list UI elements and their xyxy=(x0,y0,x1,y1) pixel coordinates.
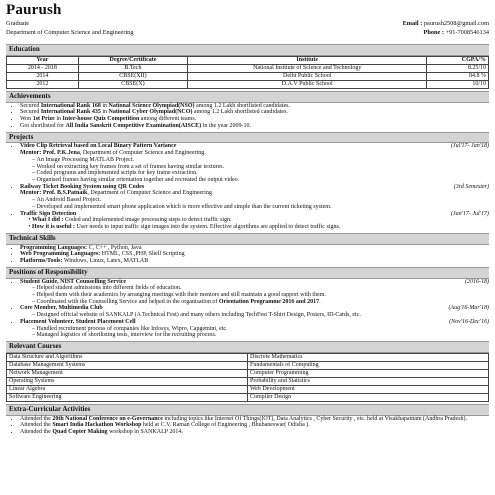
project-item xyxy=(20,143,489,183)
table-row xyxy=(7,72,489,80)
table-cell: Fundamentals of Computing xyxy=(248,361,489,369)
text-bold: International Rank 168 xyxy=(40,102,101,109)
table-cell: Web Development xyxy=(248,385,489,393)
skill-label: Programming Languages: xyxy=(20,244,88,251)
text: Secured xyxy=(20,109,41,116)
position-date: (Aug'16-Mar'18) xyxy=(448,305,489,312)
phone-label: Phone : xyxy=(423,29,444,36)
degree-text: Graduate xyxy=(6,20,30,27)
phone-value: +91-7008546134 xyxy=(445,29,489,36)
table-cell: 2014 - 2018 xyxy=(7,64,79,72)
text-bold: 1st Prize xyxy=(32,116,55,123)
text: including topics like Internet Of Things(IOT), Data Analytics , Cyber Security , etc. held at Visakhapatnam (Andhra Pradesh). xyxy=(162,415,468,422)
text: Attended the xyxy=(20,429,53,436)
project-points xyxy=(20,197,489,210)
section-title-positions: Positions of Responsibility xyxy=(6,267,489,279)
skill-label: Web Programming Languages: xyxy=(20,251,101,258)
table-header-row xyxy=(7,56,489,64)
resume-header xyxy=(6,0,489,42)
position-item xyxy=(20,319,489,339)
table-cell: D.A.V Public School xyxy=(188,80,427,88)
table-header: Institute xyxy=(188,56,427,64)
table-row xyxy=(7,385,489,393)
text: among different teams. xyxy=(139,116,197,123)
mentor-text: , Department of Computer Science and Engineering xyxy=(87,190,212,197)
text-bold: Smart India Hackathon Workshop xyxy=(52,422,142,429)
skill-value: HTML, CSS ,PHP, Shell Scripting xyxy=(100,251,185,258)
list-item: – Managed logistics of shortlisting tests, interview for the recruiting process. xyxy=(32,332,489,339)
section-title-courses: Relevant Courses xyxy=(6,341,489,353)
table-row xyxy=(7,369,489,377)
list-item xyxy=(32,217,489,224)
text: in xyxy=(100,102,109,109)
text: Attended the xyxy=(20,422,53,429)
position-title: • Student Guide, NIST Counselling Service xyxy=(20,278,127,285)
text: Won xyxy=(20,116,33,123)
table-cell: Network Management xyxy=(7,369,248,377)
position-item xyxy=(20,305,489,318)
table-cell: National Institute of Science and Technology xyxy=(188,64,427,72)
project-mentor xyxy=(20,150,489,157)
email-link[interactable]: paurush2508@gmail.com xyxy=(423,20,489,27)
table-row xyxy=(7,353,489,361)
table-cell: 2014 xyxy=(7,72,79,80)
text: Secured xyxy=(20,102,41,109)
text: workshop in SANKALP 2014. xyxy=(107,429,183,436)
table-cell: CBSE(XII) xyxy=(78,72,187,80)
courses-table xyxy=(6,353,489,402)
achievements-list xyxy=(6,103,489,130)
extra-list xyxy=(6,416,489,436)
mentor-label: Mentor: Prof. P.K.Jena xyxy=(20,150,80,157)
list-item xyxy=(20,116,489,123)
project-title: • Railway Ticket Booking System using QR Codes xyxy=(20,183,145,190)
project-item xyxy=(20,211,489,231)
text: among 1.2 Lakh shortlisted candidates. xyxy=(194,102,291,109)
project-title: • Traffic Sign Detection xyxy=(20,210,77,217)
text-bold: 20th National Conference on e-Governance xyxy=(52,415,163,422)
text: among 1.2 Lakh shortlisted candidates. xyxy=(192,109,288,116)
education-table xyxy=(6,56,489,89)
text-bold: National Cyber Olympiad(NCO) xyxy=(108,109,193,116)
position-points xyxy=(20,312,489,319)
resume-page xyxy=(6,0,489,495)
table-cell: Delhi Public School xyxy=(188,72,427,80)
list-item: – Designed official website of SANKALP (A Technical Fest) and many others including TechFest T-Shirt Design, Posters, ID-Cards, etc. xyxy=(32,312,489,319)
table-cell: 2012 xyxy=(7,80,79,88)
mentor-label: Mentor: Prof. B.S.Patnaik xyxy=(20,190,88,197)
list-item: – An Android Based Project. xyxy=(32,197,489,204)
text: . xyxy=(319,298,321,305)
list-item xyxy=(20,251,489,258)
section-title-achievements: Achievements xyxy=(6,91,489,103)
text: in the year 2009-10. xyxy=(201,122,252,129)
table-header: Degree/Certificate xyxy=(78,56,187,64)
table-cell: Data Structure and Algorithms xyxy=(7,353,248,361)
list-item xyxy=(20,123,489,130)
list-item xyxy=(20,258,489,265)
table-cell: Computer Programming xyxy=(248,369,489,377)
text: in xyxy=(100,109,109,116)
list-item: – Helped student admissions into different fields of education. xyxy=(32,285,489,292)
text-bold: All India Sanskrit Competitive Examination(AISCE) xyxy=(65,122,202,129)
text-bold: Orientation Programme 2016 and 2017 xyxy=(218,298,320,305)
table-cell: Operating Systems xyxy=(7,377,248,385)
list-item: – An Image Processing MATLAB Project. xyxy=(32,157,489,164)
text-bold: National Science Olympiad(NSO) xyxy=(108,102,195,109)
email-line xyxy=(403,20,489,27)
section-title-education: Education xyxy=(6,44,489,56)
table-cell: Compiler Design xyxy=(248,393,489,401)
table-cell: Discrete Mathematics xyxy=(248,353,489,361)
text: Coded and implemented image processing steps to detect traffic sign. xyxy=(63,217,232,224)
list-item: – Organised frames having similar orientation together and recreated the output video. xyxy=(32,177,489,184)
project-date: (Jan'17- Jul'17) xyxy=(450,210,489,217)
project-mentor xyxy=(20,190,489,197)
projects-list xyxy=(6,143,489,230)
position-date: (2016-18) xyxy=(465,278,489,285)
position-title: • Placement Volunteer, Student Placement Cell xyxy=(20,318,136,325)
list-item: – Developed and implemented smart phone application which is more effective and simple than the current ticketing system. xyxy=(32,204,489,211)
skill-value: C, C++ , Python, Java xyxy=(87,244,142,251)
position-item xyxy=(20,279,489,306)
section-title-projects: Projects xyxy=(6,132,489,144)
text: Got shortlisted for xyxy=(20,122,66,129)
positions-list xyxy=(6,279,489,339)
list-item xyxy=(20,422,489,429)
table-cell: 10/10 xyxy=(427,80,489,88)
candidate-name: Paurush xyxy=(6,2,62,18)
list-item xyxy=(32,299,489,306)
table-cell: B.Tech xyxy=(78,64,187,72)
list-item xyxy=(20,429,489,436)
table-cell: Software Engineering xyxy=(7,393,248,401)
table-cell: 84.8 % xyxy=(427,72,489,80)
table-row xyxy=(7,64,489,72)
section-title-skills: Technical Skills xyxy=(6,233,489,245)
text: in xyxy=(54,116,63,123)
project-item xyxy=(20,184,489,211)
text-bold: Inter-house Quiz Competition xyxy=(62,116,140,123)
position-date: (Nov'16-Dec'16) xyxy=(449,318,489,325)
table-row xyxy=(7,361,489,369)
text: User needs to input traffic sign images into the system. Effective algorithms are applied to detect traffic signs. xyxy=(75,223,341,230)
email-label: Email : xyxy=(402,20,423,27)
table-row xyxy=(7,80,489,88)
project-points xyxy=(20,217,489,230)
position-title: • Core Member, Multimedia Club xyxy=(20,305,103,312)
project-points xyxy=(20,157,489,184)
project-date: (3rd Semester) xyxy=(453,183,489,190)
table-header: Year xyxy=(7,56,79,64)
list-item: – Handled recruitment process of companies like Infosys, Wipro, Capgemini, etc. xyxy=(32,326,489,333)
table-cell: Linear Algebra xyxy=(7,385,248,393)
position-points xyxy=(20,285,489,305)
skills-list xyxy=(6,245,489,265)
text: Coordinated with the Counselling Service and helped in the organisation of xyxy=(36,298,219,305)
text: Attended the xyxy=(20,415,53,422)
table-row xyxy=(7,377,489,385)
table-row xyxy=(7,393,489,401)
list-item: – Worked on extracting key frames from a set of frames having similar textures. xyxy=(32,164,489,171)
list-item: – Helped them with their academics by arranging meetings with their mentors and still maintain a good rapport with them. xyxy=(32,292,489,299)
list-item xyxy=(20,245,489,252)
position-points xyxy=(20,326,489,339)
text-bold: What I did : xyxy=(32,217,64,224)
table-cell: 8.25/10 xyxy=(427,64,489,72)
text-bold: International Rank 435 xyxy=(40,109,101,116)
text-bold: Quad Copter Making xyxy=(52,429,108,436)
text: held at C.V. Raman College of Engineering , Bhubaneswar( Odisha ). xyxy=(141,422,310,429)
skill-value: Windows, Linux, Latex, MATLAB xyxy=(62,257,149,264)
project-date: (Jul'17- Jan'18) xyxy=(450,143,489,150)
table-cell: CBSE(X) xyxy=(78,80,187,88)
phone-line xyxy=(424,29,489,36)
table-cell: Probability and Statistics xyxy=(248,377,489,385)
skill-label: Platforms/Tools: xyxy=(20,257,63,264)
project-title: • Video Clip Retrieval based on Local Binary Pattern Variance xyxy=(20,143,177,150)
table-cell: Database Management Systems xyxy=(7,361,248,369)
list-item xyxy=(32,224,489,231)
mentor-text: , Department of Computer Science and Engineering. xyxy=(79,150,206,157)
text-bold: How it is useful : xyxy=(32,223,76,230)
table-header: CGPA/% xyxy=(427,56,489,64)
section-title-extra: Extra-Curricular Activities xyxy=(6,404,489,416)
list-item: – Coded programs and implemented scripts for key frame extraction. xyxy=(32,170,489,177)
department-text: Department of Computer Science and Engineering xyxy=(6,29,134,36)
